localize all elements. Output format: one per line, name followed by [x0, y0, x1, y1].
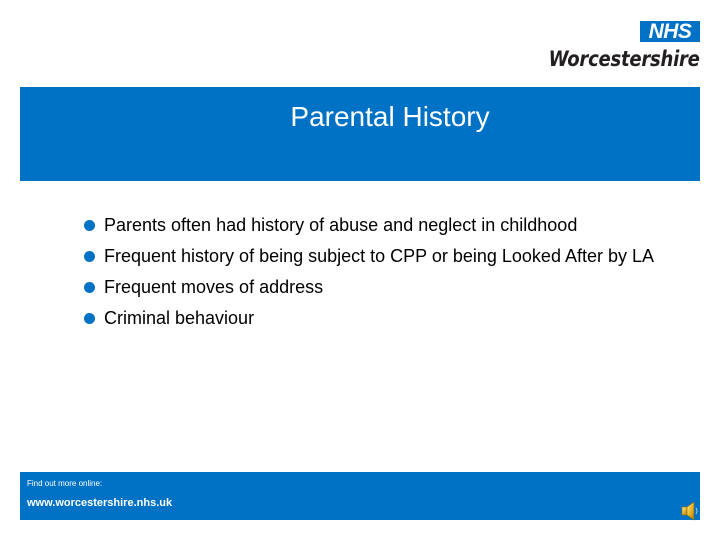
title-band	[20, 87, 700, 181]
bullet-text: Parents often had history of abuse and neglect in childhood	[104, 215, 578, 235]
nhs-badge: NHS	[640, 21, 700, 42]
footer-label: Find out more online:	[27, 479, 103, 488]
bullet-text: Frequent moves of address	[104, 277, 324, 297]
bullet-dot-icon	[84, 220, 95, 231]
slide-title: Parental History	[290, 101, 490, 132]
bullet-item	[84, 303, 654, 334]
bullet-item	[84, 272, 654, 303]
nhs-worcestershire-logo	[550, 20, 700, 72]
bullet-text: Frequent history of being subject to CPP or being Looked After by LA	[104, 246, 655, 266]
bullet-list	[84, 210, 654, 334]
bullet-dot-icon	[84, 313, 95, 324]
bullet-item	[84, 210, 654, 241]
bullet-text: Criminal behaviour	[104, 308, 255, 328]
bullet-dot-icon	[84, 251, 95, 262]
footer-url-link[interactable]: www.worcestershire.nhs.uk	[27, 497, 173, 509]
footer-band	[20, 472, 700, 520]
org-name: Worcestershire	[548, 47, 700, 71]
speaker-icon[interactable]	[681, 500, 699, 522]
bullet-dot-icon	[84, 282, 95, 293]
bullet-item	[84, 241, 654, 272]
